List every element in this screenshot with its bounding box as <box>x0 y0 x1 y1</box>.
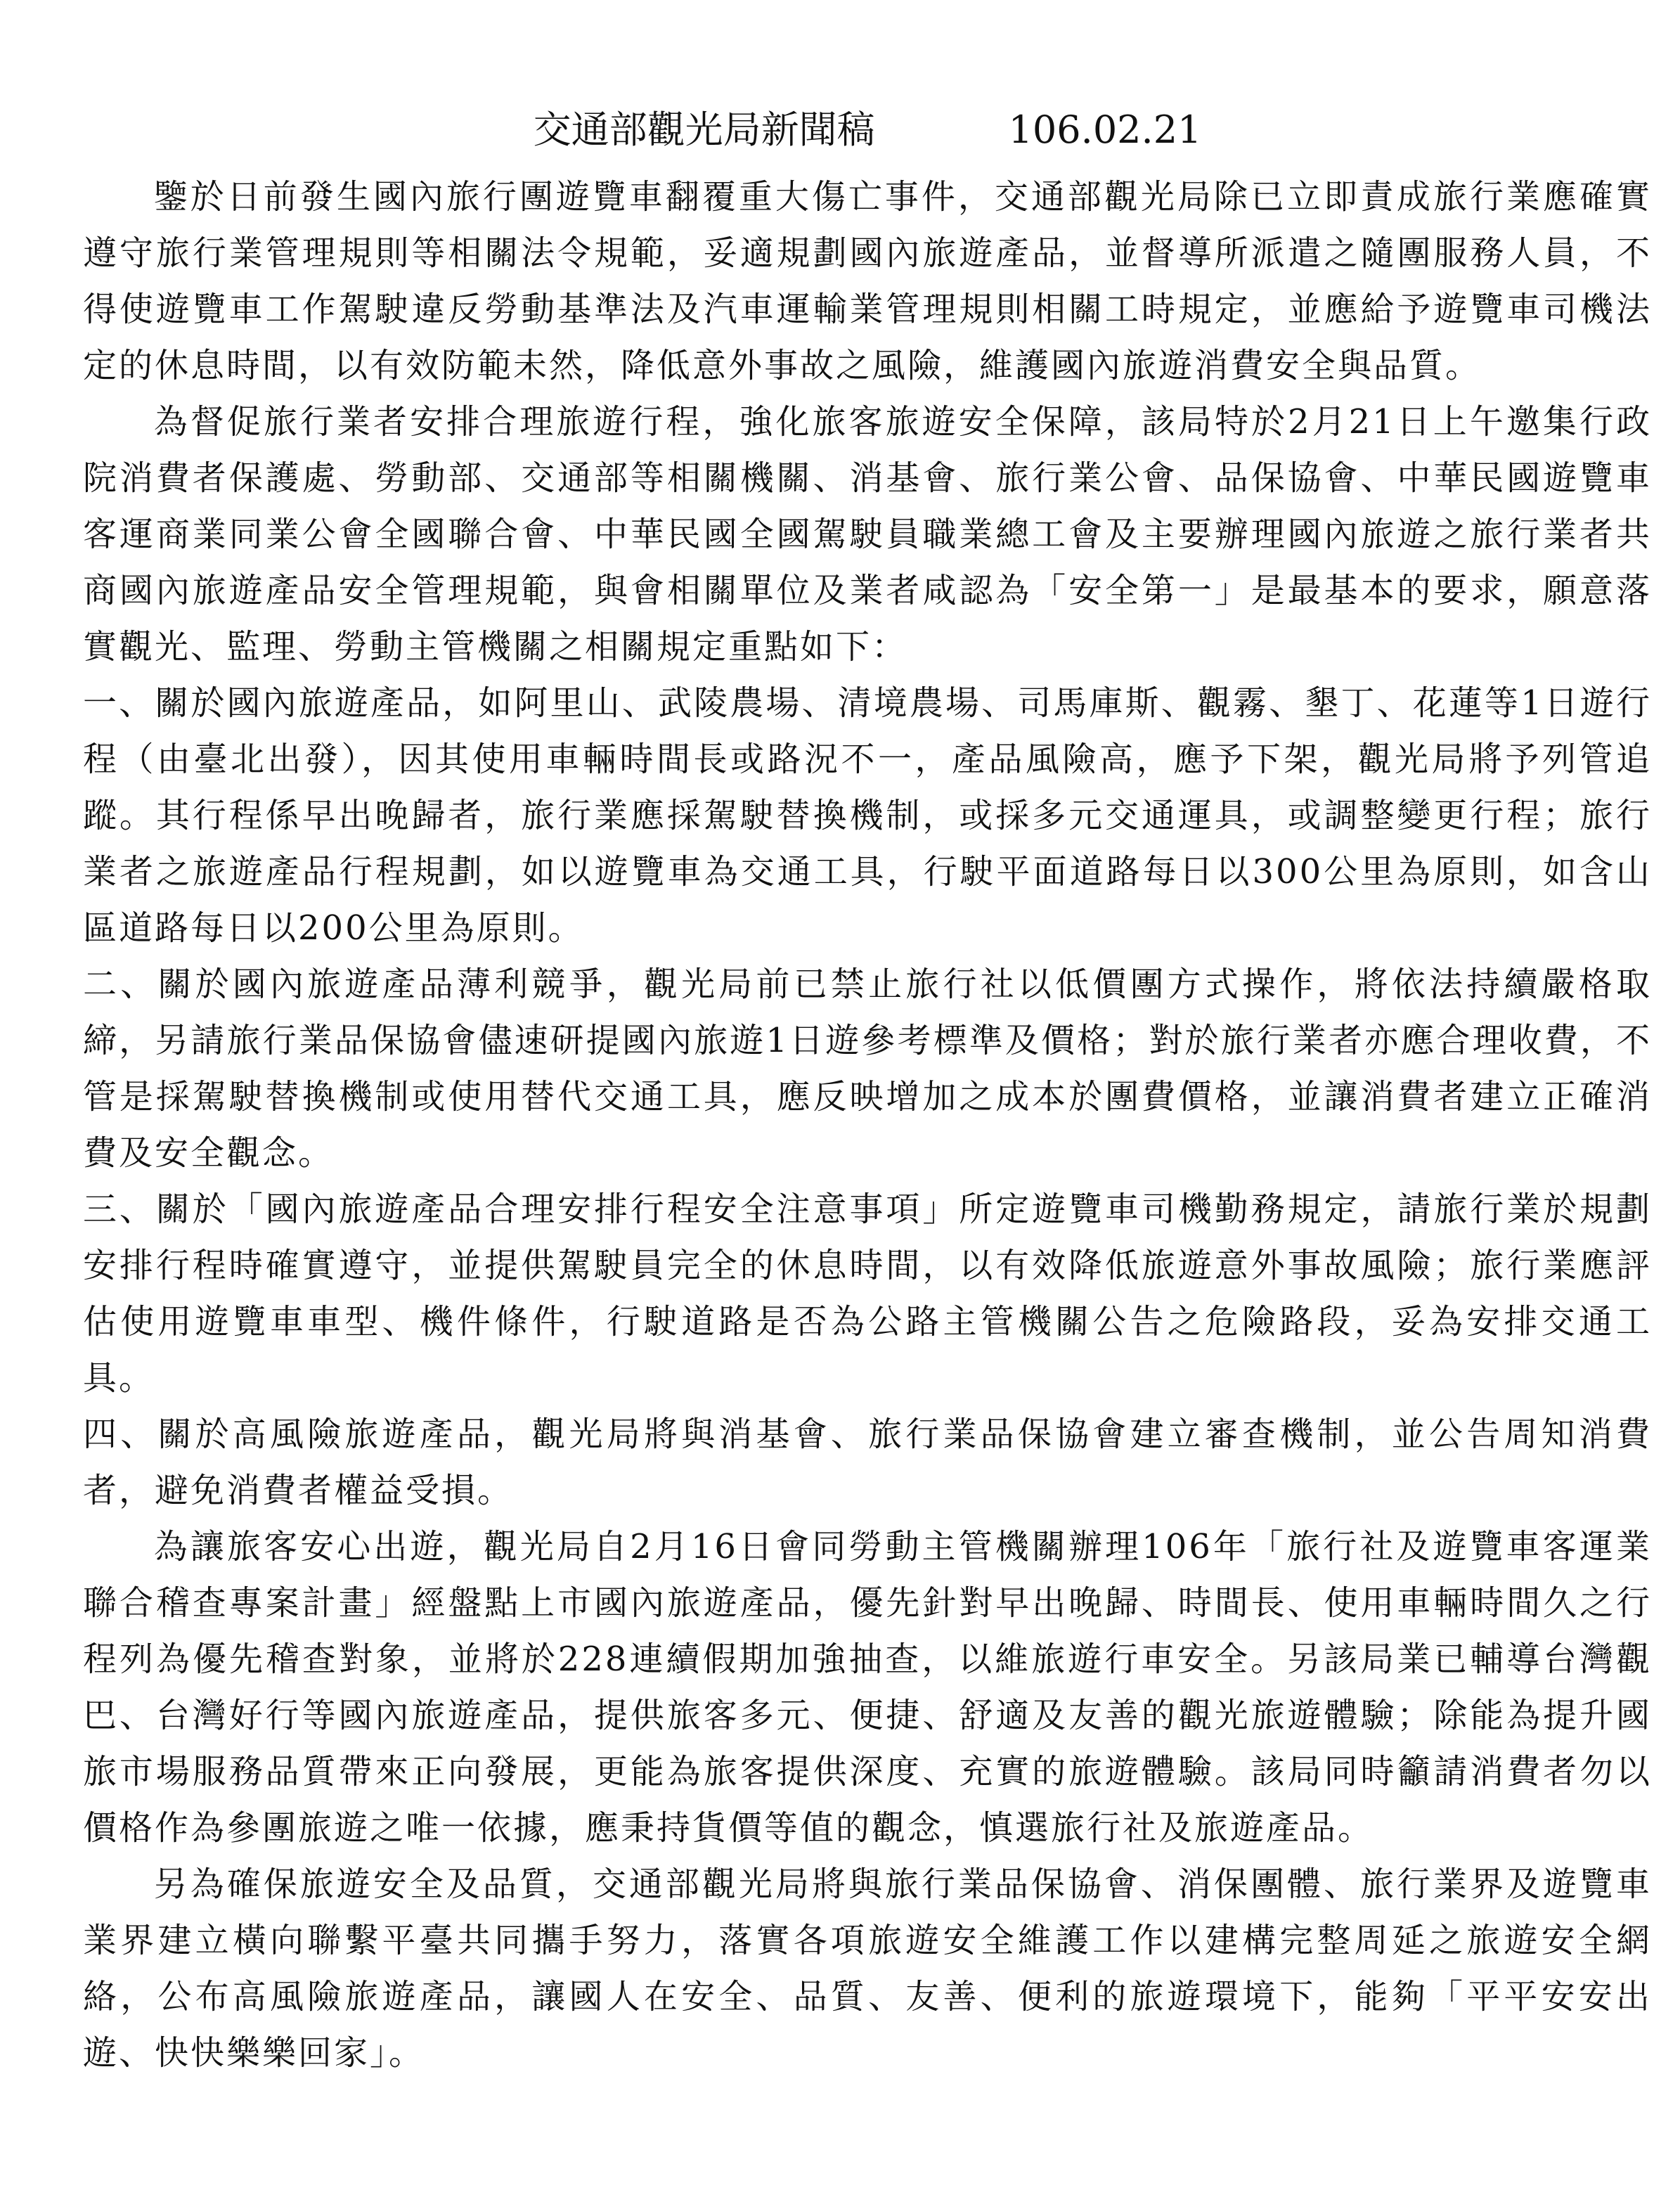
page-title: 交通部觀光局新聞稿 <box>533 108 875 152</box>
paragraph-meeting: 為督促旅行業者安排合理旅遊行程，強化旅客旅遊安全保障，該局特於2月21日上午邀集行政院消費者保護處、勞動部、交通部等相關機關、消基會、旅行業公會、品保協會、中華民國遊覽車客運商業同業公會全國聯合會、中華民國全國駕駛員職業總工會及主要辦理國內旅遊之旅行業者共商國內旅遊產品安全管理規範，與會相關單位及業者咸認為「安全第一」是最基本的要求，願意落實觀光、監理、勞動主管機關之相關規定重點如下： <box>83 402 1652 666</box>
list-item-4: 四、關於高風險旅遊產品，觀光局將與消基會、旅行業品保協會建立審查機制，並公告周知消費者，避免消費者權益受損。 <box>83 1415 1652 1510</box>
list-item-2: 二、關於國內旅遊產品薄利競爭，觀光局前已禁止旅行社以低價團方式操作，將依法持續嚴格取締，另請旅行業品保協會儘速研提國內旅遊1日遊參考標準及價格；對於旅行業者亦應合理收費，不管是採駕駛替換機制或使用替代交通工具，應反映增加之成本於團費價格，並讓消費者建立正確消費及安全觀念。 <box>83 965 1652 1173</box>
paragraph-inspection: 為讓旅客安心出遊，觀光局自2月16日會同勞動主管機關辦理106年「旅行社及遊覽車客運業聯合稽查專案計畫」經盤點上市國內旅遊產品，優先針對早出晚歸、時間長、使用車輛時間久之行程列為優先稽查對象，並將於228連續假期加強抽查，以維旅遊行車安全。另該局業已輔導台灣觀巴、台灣好行等國內旅遊產品，提供旅客多元、便捷、舒適及友善的觀光旅遊體驗；除能為提升國旅市場服務品質帶來正向發展，更能為旅客提供深度、充實的旅遊體驗。該局同時籲請消費者勿以價格作為參團旅遊之唯一依據，應秉持貨價等值的觀念，慎選旅行社及旅遊產品。 <box>83 1527 1652 1848</box>
list-item-1: 一、關於國內旅遊產品，如阿里山、武陵農場、清境農場、司馬庫斯、觀霧、墾丁、花蓮等1日遊行程（由臺北出發），因其使用車輛時間長或路況不一，產品風險高，應予下架，觀光局將予列管追蹤。其行程係早出晚歸者，旅行業應採駕駛替換機制，或採多元交通運具，或調整變更行程；旅行業者之旅遊產品行程規劃，如以遊覽車為交通工具，行駛平面道路每日以300公里為原則，如含山區道路每日以200公里為原則。 <box>83 683 1652 948</box>
press-release-page <box>83 105 1652 2081</box>
paragraph-closing: 另為確保旅遊安全及品質，交通部觀光局將與旅行業品保協會、消保團體、旅行業界及遊覽車業界建立橫向聯繫平臺共同攜手努力，落實各項旅遊安全維護工作以建構完整周延之旅遊安全網絡，公布高風險旅遊產品，讓國人在安全、品質、友善、便利的旅遊環境下，能夠「平平安安出遊、快快樂樂回家」。 <box>83 1865 1652 2073</box>
list-item-3: 三、關於「國內旅遊產品合理安排行程安全注意事項」所定遊覽車司機勤務規定，請旅行業於規劃安排行程時確實遵守，並提供駕駛員完全的休息時間，以有效降低旅遊意外事故風險；旅行業應評估使用遊覽車車型、機件條件，行駛道路是否為公路主管機關公告之危險路段，妥為安排交通工具。 <box>83 1190 1652 1398</box>
header <box>83 105 1652 155</box>
release-date: 106.02.21 <box>1008 108 1202 152</box>
paragraph-intro: 鑒於日前發生國內旅行團遊覽車翻覆重大傷亡事件，交通部觀光局除已立即責成旅行業應確實遵守旅行業管理規則等相關法令規範，妥適規劃國內旅遊產品，並督導所派遣之隨團服務人員，不得使遊覽車工作駕駛違反勞動基準法及汽車運輸業管理規則相關工時規定，並應給予遊覽車司機法定的休息時間，以有效防範未然，降低意外事故之風險，維護國內旅遊消費安全與品質。 <box>83 177 1652 385</box>
